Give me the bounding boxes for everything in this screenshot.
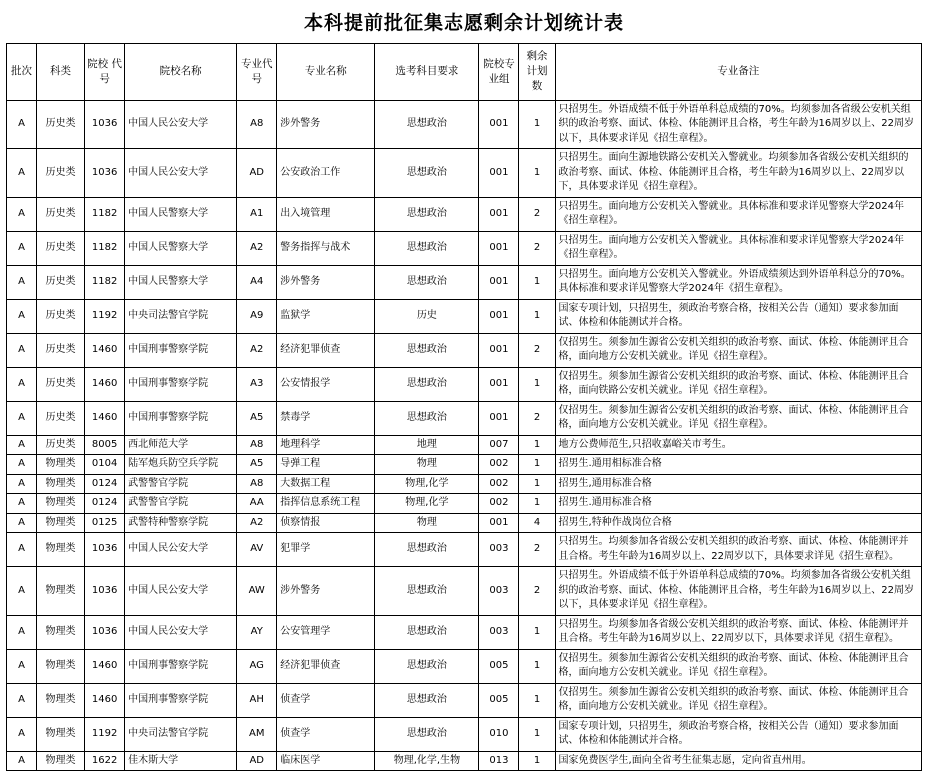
cell-pici: A	[7, 615, 37, 649]
cell-school-name: 中国人民公安大学	[125, 533, 237, 567]
cell-major-name: 侦查学	[277, 683, 375, 717]
cell-remarks: 国家专项计划，只招男生，须政治考察合格，按相关公告（通知）要求参加面试、体检和体能测试并合格。	[555, 717, 921, 751]
table-row	[7, 299, 922, 333]
cell-keilei: 物理类	[37, 683, 85, 717]
cell-school-code: 1036	[85, 149, 125, 198]
table-header	[7, 44, 922, 101]
cell-remaining-count: 1	[519, 435, 555, 455]
cell-keilei: 历史类	[37, 197, 85, 231]
cell-major-name: 涉外警务	[277, 567, 375, 616]
column-header-remarks: 专业备注	[555, 44, 921, 101]
cell-school-name: 佳木斯大学	[125, 751, 237, 771]
cell-remaining-count: 1	[519, 615, 555, 649]
cell-school-code: 1460	[85, 401, 125, 435]
cell-pici: A	[7, 751, 37, 771]
table-row	[7, 435, 922, 455]
cell-keilei: 历史类	[37, 231, 85, 265]
cell-school-name: 中央司法警官学院	[125, 299, 237, 333]
cell-remaining-count: 1	[519, 100, 555, 149]
cell-subject-requirement: 思想政治	[375, 567, 479, 616]
column-header-pici: 批次	[7, 44, 37, 101]
cell-remaining-count: 1	[519, 683, 555, 717]
cell-major-group: 003	[479, 615, 519, 649]
cell-remarks: 只招男生。面向生源地铁路公安机关入警就业。均须参加各省级公安机关组织的政治考察、面试、体检、体能测评且合格，考生年龄为16周岁以上、22周岁以下，具体要求详见《招生章程》。	[555, 149, 921, 198]
cell-pici: A	[7, 100, 37, 149]
cell-keilei: 历史类	[37, 299, 85, 333]
cell-major-code: A3	[237, 367, 277, 401]
cell-major-code: AY	[237, 615, 277, 649]
cell-school-name: 中国人民警察大学	[125, 265, 237, 299]
cell-remarks: 仅招男生。须参加生源省公安机关组织的政治考察、面试、体检、体能测评且合格，面向地方公安机关就业。详见《招生章程》。	[555, 649, 921, 683]
table-row	[7, 197, 922, 231]
table-row	[7, 649, 922, 683]
table-row	[7, 149, 922, 198]
cell-pici: A	[7, 649, 37, 683]
cell-major-code: A2	[237, 513, 277, 533]
cell-major-name: 涉外警务	[277, 265, 375, 299]
cell-school-code: 1036	[85, 533, 125, 567]
cell-keilei: 物理类	[37, 717, 85, 751]
cell-school-name: 西北师范大学	[125, 435, 237, 455]
table-row	[7, 265, 922, 299]
cell-major-name: 公安政治工作	[277, 149, 375, 198]
cell-major-name: 禁毒学	[277, 401, 375, 435]
column-header-major-code: 专业代号	[237, 44, 277, 101]
cell-keilei: 历史类	[37, 265, 85, 299]
cell-pici: A	[7, 401, 37, 435]
cell-remaining-count: 2	[519, 333, 555, 367]
cell-school-name: 中国刑事警察学院	[125, 649, 237, 683]
cell-school-code: 0125	[85, 513, 125, 533]
cell-major-code: AV	[237, 533, 277, 567]
cell-subject-requirement: 物理,化学	[375, 494, 479, 514]
cell-pici: A	[7, 567, 37, 616]
cell-remaining-count: 1	[519, 494, 555, 514]
cell-school-code: 0104	[85, 455, 125, 475]
cell-major-name: 经济犯罪侦查	[277, 649, 375, 683]
cell-major-group: 001	[479, 149, 519, 198]
cell-subject-requirement: 思想政治	[375, 615, 479, 649]
cell-remarks: 国家专项计划，只招男生，须政治考察合格，按相关公告（通知）要求参加面试、体检和体能测试并合格。	[555, 299, 921, 333]
table-row	[7, 231, 922, 265]
cell-pici: A	[7, 367, 37, 401]
cell-school-name: 中国人民公安大学	[125, 100, 237, 149]
cell-major-group: 010	[479, 717, 519, 751]
cell-major-group: 002	[479, 455, 519, 475]
cell-keilei: 历史类	[37, 367, 85, 401]
cell-subject-requirement: 物理	[375, 513, 479, 533]
cell-school-code: 1036	[85, 615, 125, 649]
cell-major-code: AA	[237, 494, 277, 514]
cell-keilei: 历史类	[37, 100, 85, 149]
cell-major-name: 大数据工程	[277, 474, 375, 494]
cell-keilei: 物理类	[37, 455, 85, 475]
cell-major-group: 001	[479, 197, 519, 231]
cell-pici: A	[7, 683, 37, 717]
cell-major-group: 001	[479, 231, 519, 265]
cell-remarks: 只招男生。外语成绩不低于外语单科总成绩的70%。均须参加各省级公安机关组织的政治考察、面试、体检、体能测评且合格，考生年龄为16周岁以上、22周岁以下，具体要求详见《招生章程》。	[555, 567, 921, 616]
cell-major-code: A2	[237, 231, 277, 265]
page-title: 本科提前批征集志愿剩余计划统计表	[303, 12, 624, 34]
table-body	[7, 100, 922, 771]
cell-school-name: 中央司法警官学院	[125, 717, 237, 751]
cell-remarks: 仅招男生。须参加生源省公安机关组织的政治考察、面试、体检、体能测评且合格，面向地方公安机关就业。详见《招生章程》。	[555, 333, 921, 367]
cell-major-name: 涉外警务	[277, 100, 375, 149]
cell-pici: A	[7, 333, 37, 367]
cell-remarks: 仅招男生。须参加生源省公安机关组织的政治考察、面试、体检、体能测评且合格，面向地方公安机关就业。详见《招生章程》。	[555, 401, 921, 435]
cell-major-name: 经济犯罪侦查	[277, 333, 375, 367]
cell-school-code: 1182	[85, 265, 125, 299]
cell-school-name: 中国人民公安大学	[125, 149, 237, 198]
table-row	[7, 333, 922, 367]
cell-major-name: 侦察情报	[277, 513, 375, 533]
cell-school-code: 0124	[85, 474, 125, 494]
cell-school-name: 武警警官学院	[125, 494, 237, 514]
cell-remaining-count: 2	[519, 533, 555, 567]
table-header-row	[7, 44, 922, 101]
cell-keilei: 历史类	[37, 401, 85, 435]
cell-school-code: 8005	[85, 435, 125, 455]
table-row	[7, 615, 922, 649]
cell-major-group: 002	[479, 494, 519, 514]
cell-subject-requirement: 思想政治	[375, 149, 479, 198]
cell-major-name: 出入境管理	[277, 197, 375, 231]
cell-major-name: 地理科学	[277, 435, 375, 455]
cell-school-name: 中国刑事警察学院	[125, 333, 237, 367]
cell-major-code: A8	[237, 100, 277, 149]
cell-remaining-count: 2	[519, 401, 555, 435]
cell-remaining-count: 4	[519, 513, 555, 533]
cell-subject-requirement: 思想政治	[375, 197, 479, 231]
cell-subject-requirement: 思想政治	[375, 265, 479, 299]
cell-pici: A	[7, 231, 37, 265]
cell-keilei: 物理类	[37, 474, 85, 494]
cell-school-name: 中国人民警察大学	[125, 231, 237, 265]
cell-school-name: 中国人民公安大学	[125, 615, 237, 649]
column-header-school-code: 院校 代号	[85, 44, 125, 101]
cell-pici: A	[7, 513, 37, 533]
cell-major-group: 001	[479, 299, 519, 333]
cell-school-code: 0124	[85, 494, 125, 514]
cell-major-code: A9	[237, 299, 277, 333]
cell-remarks: 仅招男生。须参加生源省公安机关组织的政治考察、面试、体检、体能测评且合格，面向铁路公安机关就业。详见《招生章程》。	[555, 367, 921, 401]
cell-school-code: 1182	[85, 231, 125, 265]
column-header-keilei: 科类	[37, 44, 85, 101]
cell-remaining-count: 1	[519, 751, 555, 771]
cell-major-code: AD	[237, 149, 277, 198]
column-header-subject-requirement: 选考科目要求	[375, 44, 479, 101]
cell-remaining-count: 2	[519, 197, 555, 231]
column-header-major-group: 院校专业组	[479, 44, 519, 101]
cell-subject-requirement: 思想政治	[375, 333, 479, 367]
cell-remaining-count: 1	[519, 265, 555, 299]
cell-major-name: 导弹工程	[277, 455, 375, 475]
cell-school-code: 1182	[85, 197, 125, 231]
cell-subject-requirement: 物理	[375, 455, 479, 475]
cell-remarks: 招男生.通用相标准合格	[555, 455, 921, 475]
cell-major-group: 001	[479, 333, 519, 367]
cell-remarks: 地方公费师范生,只招收嘉峪关市考生。	[555, 435, 921, 455]
table-row	[7, 567, 922, 616]
cell-pici: A	[7, 717, 37, 751]
cell-major-group: 003	[479, 533, 519, 567]
cell-remaining-count: 1	[519, 717, 555, 751]
cell-school-code: 1036	[85, 567, 125, 616]
cell-keilei: 历史类	[37, 149, 85, 198]
cell-keilei: 物理类	[37, 751, 85, 771]
cell-school-name: 中国刑事警察学院	[125, 367, 237, 401]
cell-remarks: 只招男生。面向地方公安机关入警就业。外语成绩须达到外语单科总分的70%。具体标准和要求详见警察大学2024年《招生章程》。	[555, 265, 921, 299]
cell-major-name: 犯罪学	[277, 533, 375, 567]
cell-major-group: 001	[479, 513, 519, 533]
cell-school-name: 中国刑事警察学院	[125, 683, 237, 717]
cell-keilei: 物理类	[37, 567, 85, 616]
cell-major-name: 临床医学	[277, 751, 375, 771]
cell-keilei: 物理类	[37, 494, 85, 514]
cell-remarks: 国家免费医学生,面向全省考生征集志愿，定向省直州用。	[555, 751, 921, 771]
cell-major-name: 公安管理学	[277, 615, 375, 649]
cell-subject-requirement: 物理,化学,生物	[375, 751, 479, 771]
cell-remarks: 只招男生。均须参加各省级公安机关组织的政治考察、面试、体检、体能测评并且合格。考生年龄为16周岁以上、22周岁以下，具体要求详见《招生章程》。	[555, 615, 921, 649]
cell-subject-requirement: 思想政治	[375, 649, 479, 683]
cell-school-name: 中国刑事警察学院	[125, 401, 237, 435]
table-row	[7, 751, 922, 771]
table-row	[7, 494, 922, 514]
column-header-school-name: 院校名称	[125, 44, 237, 101]
cell-remaining-count: 1	[519, 649, 555, 683]
cell-school-code: 1192	[85, 717, 125, 751]
cell-major-code: AW	[237, 567, 277, 616]
cell-major-code: AD	[237, 751, 277, 771]
cell-major-code: AH	[237, 683, 277, 717]
cell-school-code: 1460	[85, 367, 125, 401]
cell-major-code: AG	[237, 649, 277, 683]
cell-major-code: A8	[237, 435, 277, 455]
cell-remarks: 仅招男生。须参加生源省公安机关组织的政治考察、面试、体检、体能测评且合格，面向地方公安机关就业。详见《招生章程》。	[555, 683, 921, 717]
cell-subject-requirement: 思想政治	[375, 533, 479, 567]
cell-subject-requirement: 历史	[375, 299, 479, 333]
cell-pici: A	[7, 149, 37, 198]
cell-major-code: A1	[237, 197, 277, 231]
cell-school-code: 1460	[85, 649, 125, 683]
column-header-remaining-count: 剩余计划数	[519, 44, 555, 101]
cell-major-code: A5	[237, 401, 277, 435]
cell-remarks: 招男生,通用标准合格	[555, 474, 921, 494]
cell-major-code: A8	[237, 474, 277, 494]
cell-school-name: 陆军炮兵防空兵学院	[125, 455, 237, 475]
table-row	[7, 513, 922, 533]
cell-major-name: 指挥信息系统工程	[277, 494, 375, 514]
cell-major-group: 003	[479, 567, 519, 616]
cell-major-code: A5	[237, 455, 277, 475]
cell-pici: A	[7, 474, 37, 494]
table-row	[7, 367, 922, 401]
cell-major-code: A2	[237, 333, 277, 367]
cell-remarks: 只招男生。均须参加各省级公安机关组织的政治考察、面试、体检、体能测评并且合格。考生年龄为16周岁以上、22周岁以下，具体要求详见《招生章程》。	[555, 533, 921, 567]
cell-keilei: 物理类	[37, 533, 85, 567]
cell-keilei: 物理类	[37, 649, 85, 683]
cell-subject-requirement: 思想政治	[375, 401, 479, 435]
cell-remarks: 招男生.通用标准合格	[555, 494, 921, 514]
cell-remarks: 只招男生。面向地方公安机关入警就业。具体标准和要求详见警察大学2024年《招生章程》。	[555, 197, 921, 231]
cell-pici: A	[7, 435, 37, 455]
cell-major-code: A4	[237, 265, 277, 299]
cell-pici: A	[7, 533, 37, 567]
cell-pici: A	[7, 299, 37, 333]
cell-remarks: 只招男生。面向地方公安机关入警就业。具体标准和要求详见警察大学2024年《招生章程》。	[555, 231, 921, 265]
cell-pici: A	[7, 455, 37, 475]
cell-major-group: 001	[479, 401, 519, 435]
cell-school-code: 1622	[85, 751, 125, 771]
cell-school-name: 武警特种警察学院	[125, 513, 237, 533]
cell-subject-requirement: 思想政治	[375, 683, 479, 717]
table-row	[7, 683, 922, 717]
cell-major-name: 侦查学	[277, 717, 375, 751]
cell-school-code: 1460	[85, 683, 125, 717]
cell-remaining-count: 2	[519, 231, 555, 265]
cell-school-name: 中国人民公安大学	[125, 567, 237, 616]
cell-major-code: AM	[237, 717, 277, 751]
cell-keilei: 历史类	[37, 435, 85, 455]
cell-school-code: 1036	[85, 100, 125, 149]
cell-major-group: 002	[479, 474, 519, 494]
column-header-major-name: 专业名称	[277, 44, 375, 101]
table-row	[7, 474, 922, 494]
remaining-plan-table	[6, 43, 922, 771]
cell-major-group: 007	[479, 435, 519, 455]
cell-major-group: 005	[479, 683, 519, 717]
cell-remaining-count: 1	[519, 474, 555, 494]
cell-major-group: 001	[479, 265, 519, 299]
cell-pici: A	[7, 197, 37, 231]
cell-pici: A	[7, 494, 37, 514]
cell-keilei: 物理类	[37, 513, 85, 533]
cell-remaining-count: 1	[519, 149, 555, 198]
cell-major-group: 001	[479, 367, 519, 401]
cell-keilei: 历史类	[37, 333, 85, 367]
table-row	[7, 455, 922, 475]
table-row	[7, 401, 922, 435]
cell-school-code: 1460	[85, 333, 125, 367]
cell-school-code: 1192	[85, 299, 125, 333]
table-row	[7, 533, 922, 567]
cell-major-group: 001	[479, 100, 519, 149]
cell-school-name: 武警警官学院	[125, 474, 237, 494]
table-row	[7, 100, 922, 149]
cell-remaining-count: 1	[519, 455, 555, 475]
cell-subject-requirement: 思想政治	[375, 100, 479, 149]
cell-keilei: 物理类	[37, 615, 85, 649]
cell-subject-requirement: 思想政治	[375, 717, 479, 751]
cell-major-name: 公安情报学	[277, 367, 375, 401]
cell-remaining-count: 2	[519, 567, 555, 616]
cell-subject-requirement: 思想政治	[375, 367, 479, 401]
table-row	[7, 717, 922, 751]
cell-subject-requirement: 物理,化学	[375, 474, 479, 494]
cell-school-name: 中国人民警察大学	[125, 197, 237, 231]
cell-major-group: 005	[479, 649, 519, 683]
cell-remaining-count: 1	[519, 299, 555, 333]
cell-remarks: 招男生,特种作战岗位合格	[555, 513, 921, 533]
cell-remaining-count: 1	[519, 367, 555, 401]
cell-subject-requirement: 地理	[375, 435, 479, 455]
cell-major-group: 013	[479, 751, 519, 771]
cell-major-name: 监狱学	[277, 299, 375, 333]
cell-major-name: 警务指挥与战术	[277, 231, 375, 265]
cell-remarks: 只招男生。外语成绩不低于外语单科总成绩的70%。均须参加各省级公安机关组织的政治考察、面试、体检、体能测评且合格，考生年龄为16周岁以上、22周岁以下，具体要求详见《招生章程》。	[555, 100, 921, 149]
cell-pici: A	[7, 265, 37, 299]
cell-subject-requirement: 思想政治	[375, 231, 479, 265]
